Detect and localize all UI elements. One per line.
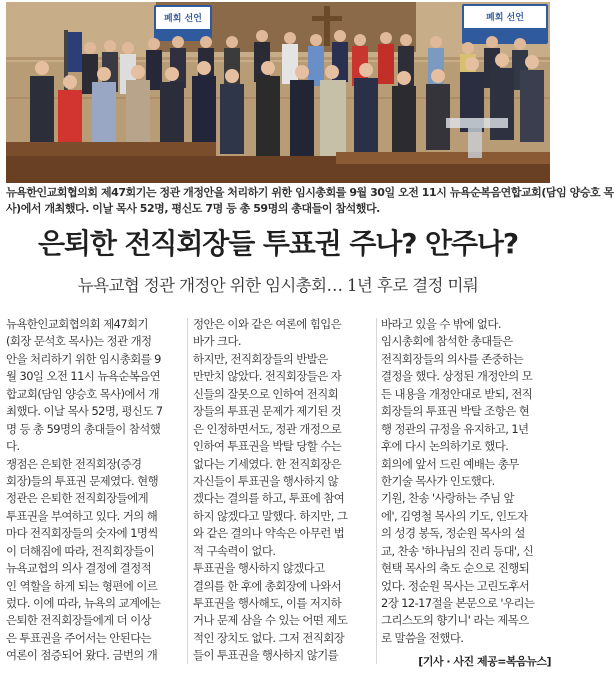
text-line: 후에 다시 논의하기로 했다. <box>381 439 509 454</box>
text-line: 적인 장치도 없다. 그저 전직회장 <box>193 630 345 645</box>
text-line: 명 등 총 59명의 총대들이 참석했 <box>6 421 161 436</box>
text-line: 은 투표권을 주어서는 안된다는 <box>6 630 152 645</box>
text-line: 임시총회에 참석한 총대들은 <box>381 334 513 349</box>
text-line: 바라고 있을 수 밖에 없다. <box>381 317 501 331</box>
text-line: 들이 투표권을 행사하지 않기를 <box>193 648 339 663</box>
text-line: 쟁점은 은퇴한 전직회장(증경 <box>6 456 142 471</box>
text-line: 행 정관의 규정을 유지하고, 1년 <box>381 421 529 436</box>
text-line: 없다는 기세였다. 한 전직회장은 <box>193 456 342 471</box>
banner-left-text: 폐회 선언 <box>164 14 202 24</box>
article-column-3 <box>381 316 551 647</box>
text-line: 로 말씀을 전했다. <box>381 630 464 645</box>
text-line: 합교회(담임 양승호 목사)에서 개 <box>6 386 159 401</box>
text-line: 은 인정하면서도, 정관 개정으로 <box>193 421 342 436</box>
text-line: 하지만, 전직회장들의 반발은 <box>193 351 328 366</box>
text-line: 회의에 앞서 드린 예배는 총무 <box>381 456 519 471</box>
headline: 은퇴한 전직회장들 투표권 주나? 안주나? <box>37 227 519 260</box>
text-line: 한기술 목사가 인도했다. <box>381 473 495 488</box>
article-column-1 <box>6 316 184 665</box>
text-line: 기원, 찬송 '사랑하는 주님 앞 <box>381 491 514 506</box>
sub-headline: 뉴욕교협 정관 개정안 위한 임시총회… 1년 후로 결정 미뤄 <box>77 276 479 295</box>
text-line: 회장들의 투표권 박탈 조항은 현 <box>381 404 530 419</box>
text-line: 의 성경 봉독, 정순원 목사의 설 <box>381 526 525 541</box>
text-line: 결정을 했다. 상정된 개정안의 모 <box>381 369 533 384</box>
text-line: 겠다는 결의를 하고, 투표에 참여 <box>193 491 345 506</box>
text-line: 이 더해짐에 따라, 전직회장들이 <box>6 543 155 558</box>
text-line: 뉴욕교협의 의사 결정에 결정적 <box>6 561 152 576</box>
text-line: 와 같은 결의나 약속은 아무런 법 <box>193 526 345 541</box>
column-divider <box>187 318 188 664</box>
photo-caption <box>6 185 614 216</box>
text-line: 거나 문제 삼을 수 있는 어떤 제도 <box>193 613 348 628</box>
text-line: 2장 12-17절을 본문으로 '우리는 <box>381 596 535 610</box>
article-credit: [기사 · 사진 제공=복음뉴스] <box>418 655 551 668</box>
text-line: 인하여 투표권을 박탈 당할 수는 <box>193 439 342 454</box>
text-line: 은퇴한 전직회장들에게 더 이상 <box>6 613 152 628</box>
text-line: 적 구속력이 없다. <box>193 543 276 558</box>
text-line: 렀다. 이에 따라, 뉴욕의 교계에는 <box>6 596 161 610</box>
text-line: 전직회장들의 의사를 존중하는 <box>381 351 524 366</box>
text-line: 정관은 은퇴한 전직회장들에게 <box>6 491 149 506</box>
text-line: 여론이 점증되어 왔다. 금번의 개 <box>6 648 158 663</box>
text-line: 현택 목사의 축도 순으로 진행되 <box>381 561 530 576</box>
caption-line: 사)에서 개최했다. 이날 목사 52명, 평신도 7명 등 총 59명의 총대들이 참석했다. <box>6 201 380 215</box>
text-line: 투표권을 행사하지 않겠다고 <box>193 561 325 576</box>
text-line: 었다. 정순원 목사는 고린도후서 <box>381 578 530 593</box>
text-line: 회장)들의 투표권 문제였다. 현행 <box>6 473 159 488</box>
text-line: 하지 않겠다고 말했다. 하지만, 그 <box>193 508 348 523</box>
caption-line: 뉴욕한인교회협의회 제47회기는 정관 개정안을 처리하기 위한 임시총회를 9월 30일 오전 11시 뉴욕순복음연합교회(담임 양승호 목 <box>6 186 614 199</box>
text-line: 다. <box>6 439 20 454</box>
text-line: 결의를 한 후에 총회장에 나와서 <box>193 578 342 593</box>
text-line: 월 30일 오전 11시 뉴욕순복음연 <box>6 369 161 384</box>
text-line: 든 내용을 개정안대로 받되, 전직 <box>381 386 533 401</box>
text-line: 자신들이 투표권을 행사하지 않 <box>193 473 339 488</box>
text-line: 투표권을 행사해도, 이를 저지하 <box>193 596 342 610</box>
column-divider <box>376 318 377 664</box>
text-line: 안을 처리하기 위한 임시총회를 9 <box>6 351 161 366</box>
text-line: 인 역할을 하게 되는 형편에 이르 <box>6 578 158 593</box>
text-line: 투표권을 부여하고 있다. 거의 해 <box>6 508 158 523</box>
group-photo <box>6 2 550 183</box>
text-line: 그리스도의 향기니' 라는 제목으 <box>381 613 529 628</box>
text-line: 정안은 이와 같은 여론에 힘입은 <box>193 317 342 331</box>
text-line: 최했다. 이날 목사 52명, 평신도 7 <box>6 404 163 419</box>
text-line: (회장 문석호 목사)는 정관 개정 <box>6 334 152 349</box>
group-photo-image <box>6 2 550 183</box>
text-line: 교, 찬송 '하나님의 진리 등대', 신 <box>381 543 534 558</box>
article-column-2 <box>193 316 371 665</box>
text-line: 바가 크다. <box>193 334 241 349</box>
banner-right-text: 폐회 선언 <box>486 13 524 23</box>
text-line: 마다 전직회장들의 숫자에 1명씩 <box>6 526 158 541</box>
text-line: 장들의 투표권 문제가 제기된 것 <box>193 404 342 419</box>
text-line: 신들의 잘못으로 인하여 전직회 <box>193 386 339 401</box>
text-line: 뉴욕한인교회협의회 제47회기 <box>6 317 148 331</box>
text-line: 에', 김영철 목사의 기도, 인도자 <box>381 508 528 523</box>
text-line: 만만치 않았다. 전직회장들은 자 <box>193 369 342 384</box>
